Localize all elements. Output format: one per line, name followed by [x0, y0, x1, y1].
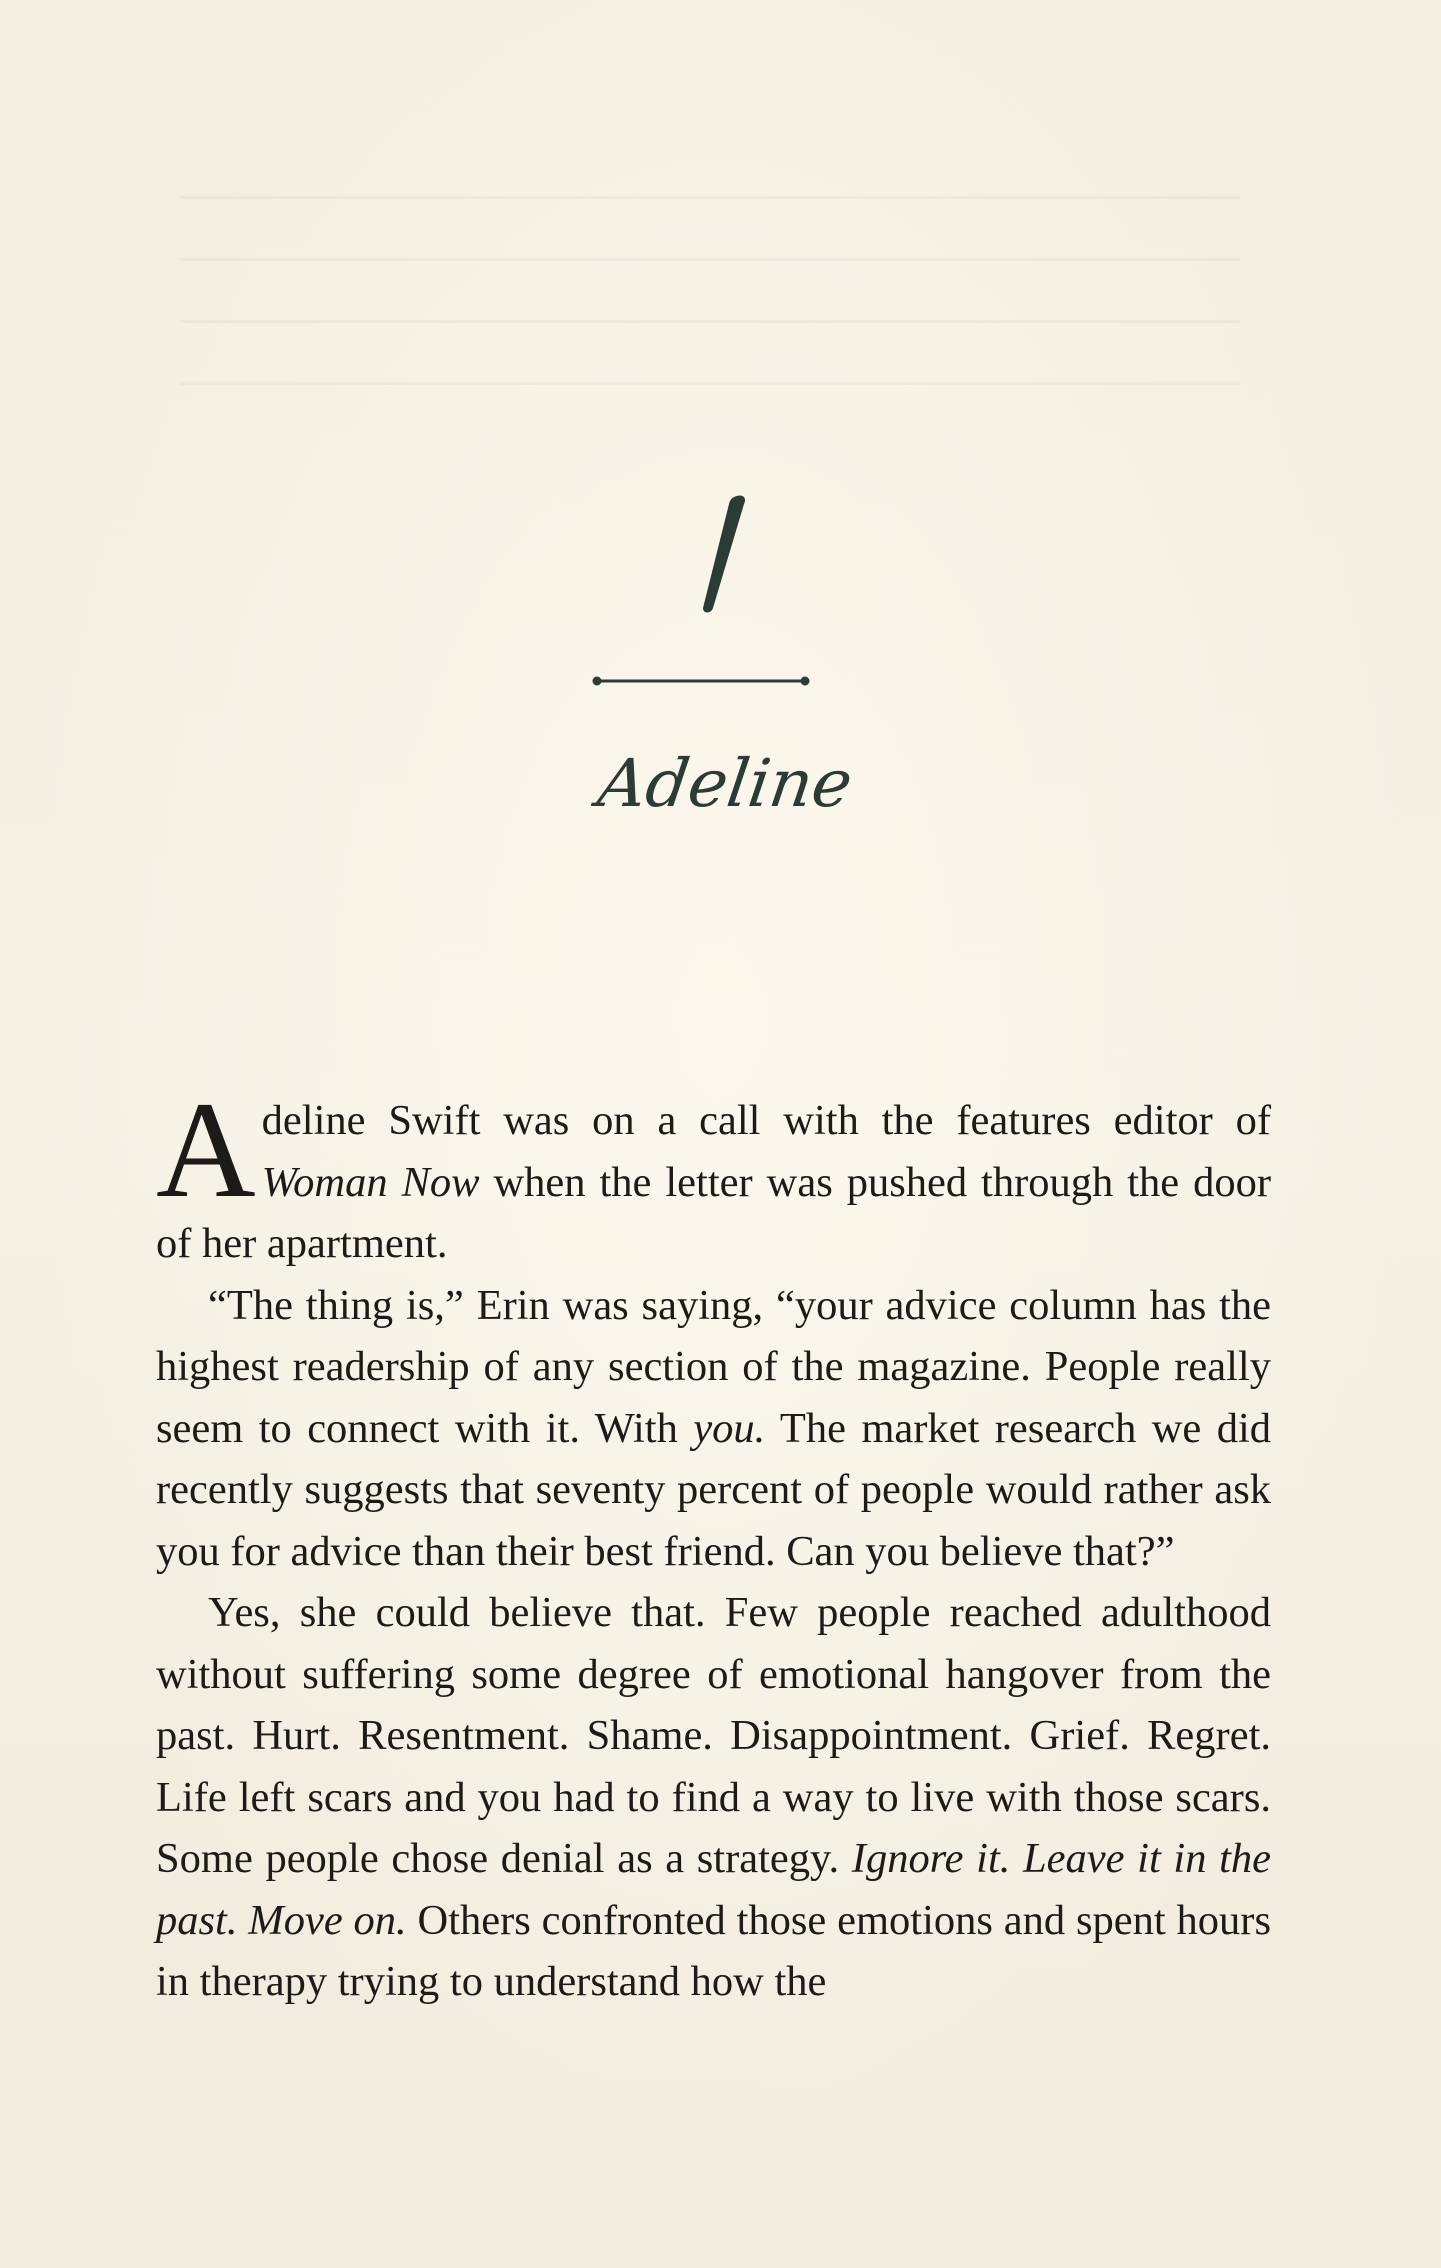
chapter-divider — [592, 674, 810, 688]
show-through-line — [180, 320, 1240, 323]
text-run: The market research we did recently suggests that seventy percent of people would rather ask you for advice than their best friend. Can you believe that?” — [156, 1404, 1271, 1575]
italic-text: Woman Now — [261, 1158, 480, 1206]
chapter-title-script — [591, 728, 851, 838]
text-run: Yes, she could believe that. Few people reached adulthood without suffering some degree of emotional hangover from the past. Hurt. Resentment. Shame. Disappointment. Grief. Regret. Life left scars and you had to find a way to live with those scars. Some people chose denial as a strategy. — [156, 1589, 1271, 1882]
text-run: when the letter was pushed through the door of her apartment. — [156, 1158, 1271, 1267]
italic-text: Ignore it. Leave it in the past. Move on. — [156, 1835, 1271, 1944]
body-text — [156, 1073, 1272, 2013]
italic-text: you. — [693, 1404, 766, 1452]
text-run: deline Swift was on a call with the features editor of — [261, 1097, 1271, 1144]
text-run: “The thing is,” Erin was saying, “your advice column has the highest readership of any section of the magazine. People really seem to connect with it. With — [156, 1281, 1271, 1452]
paragraph — [156, 1582, 1271, 2013]
drop-cap: A — [156, 1073, 256, 1226]
show-through-line — [180, 382, 1240, 385]
text-run: Others confronted those emotions and spent hours in therapy trying to understand how the — [156, 1896, 1272, 2005]
show-through-line — [180, 258, 1240, 261]
chapter-number-glyph — [691, 490, 751, 620]
chapter-title-text: Adeline — [592, 744, 851, 822]
paragraph — [156, 1275, 1271, 1583]
chapter-number — [0, 490, 1441, 625]
chapter-title — [0, 728, 1441, 843]
paragraph — [156, 1073, 1271, 1275]
show-through-line — [180, 196, 1240, 199]
